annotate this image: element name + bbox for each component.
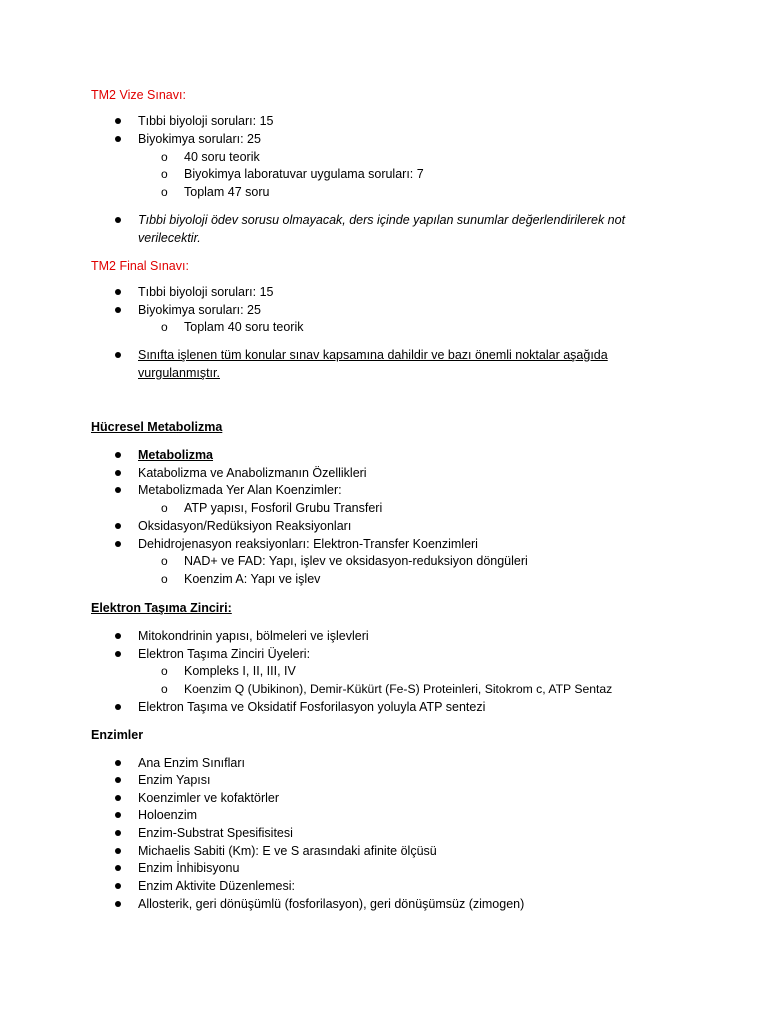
bullet-icon [115,217,121,223]
list-item: Tıbbi biyoloji soruları: 15 [138,114,274,128]
note-line: Sınıfta işlenen tüm konular sınav kapsamına dahildir ve bazı önemli noktalar aşağıda [138,348,608,362]
bullet-icon [115,487,121,493]
list-item: Enzim İnhibisyonu [138,861,240,875]
vize-heading: TM2 Vize Sınavı: [91,88,186,102]
hollow-bullet-icon: o [161,320,168,334]
list-item: Metabolizmada Yer Alan Koenzimler: [138,483,342,497]
bullet-icon [115,760,121,766]
bullet-icon [115,651,121,657]
note-line: Tıbbi biyoloji ödev sorusu olmayacak, ders içinde yapılan sunumlar değerlendirilerek not [138,213,626,227]
bullet-icon [115,118,121,124]
bullet-icon [115,812,121,818]
sub-list-item: ATP yapısı, Fosforil Grubu Transferi [184,501,383,515]
bullet-icon [115,633,121,639]
list-item: Katabolizma ve Anabolizmanın Özellikleri [138,466,367,480]
sub-list-item: 40 soru teorik [184,150,260,164]
list-item: Metabolizma [138,448,214,462]
final-heading: TM2 Final Sınavı: [91,259,189,273]
hollow-bullet-icon: o [161,185,168,199]
list-item: Allosterik, geri dönüşümlü (fosforilasyon), geri dönüşümsüz (zimogen) [138,897,525,911]
list-item: Mitokondrinin yapısı, bölmeleri ve işlevleri [138,629,369,643]
note-line: vurgulanmıştır. [138,366,220,380]
list-item: Tıbbi biyoloji soruları: 15 [138,285,274,299]
bullet-icon [115,523,121,529]
hollow-bullet-icon: o [161,572,168,586]
list-item: Ana Enzim Sınıfları [138,756,245,770]
sub-list-item: NAD+ ve FAD: Yapı, işlev ve oksidasyon-reduksiyon döngüleri [184,554,528,568]
bullet-icon [115,541,121,547]
bullet-icon [115,307,121,313]
hollow-bullet-icon: o [161,554,168,568]
list-item: Koenzimler ve kofaktörler [138,791,280,805]
section-heading: Enzimler [91,728,144,742]
sub-list-item: Kompleks I, II, III, IV [184,664,296,678]
list-item: Elektron Taşıma ve Oksidatif Fosforilasyon yoluyla ATP sentezi [138,700,486,714]
sub-list-item: Biyokimya laboratuvar uygulama soruları: 7 [184,167,424,181]
bullet-icon [115,883,121,889]
bullet-icon [115,848,121,854]
list-item: Elektron Taşıma Zinciri Üyeleri: [138,647,311,661]
note-line: verilecektir. [138,231,201,245]
list-item: Enzim Yapısı [138,773,211,787]
section-heading: Hücresel Metabolizma [91,420,223,434]
list-item: Holoenzim [138,808,198,822]
list-item: Enzim Aktivite Düzenlemesi: [138,879,296,893]
bullet-icon [115,352,121,358]
bullet-icon [115,777,121,783]
list-item: Enzim-Substrat Spesifisitesi [138,826,293,840]
bullet-icon [115,830,121,836]
sub-list-item: Toplam 40 soru teorik [184,320,304,334]
bullet-icon [115,704,121,710]
bullet-icon [115,795,121,801]
sub-list-item: Toplam 47 soru [184,185,270,199]
hollow-bullet-icon: o [161,150,168,164]
list-item: Michaelis Sabiti (Km): E ve S arasındaki afinite ölçüsü [138,844,437,858]
section-heading: Elektron Taşıma Zinciri: [91,601,232,615]
list-item: Oksidasyon/Redüksiyon Reaksiyonları [138,519,352,533]
bullet-icon [115,136,121,142]
list-item: Biyokimya soruları: 25 [138,303,261,317]
sub-list-item: Koenzim Q (Ubikinon), Demir-Kükürt (Fe-S) Proteinleri, Sitokrom c, ATP Sentaz [184,682,613,696]
bullet-icon [115,289,121,295]
bullet-icon [115,865,121,871]
list-item: Dehidrojenasyon reaksiyonları: Elektron-Transfer Koenzimleri [138,537,478,551]
hollow-bullet-icon: o [161,501,168,515]
bullet-icon [115,901,121,907]
bullet-icon [115,452,121,458]
hollow-bullet-icon: o [161,167,168,181]
hollow-bullet-icon: o [161,664,168,678]
list-item: Biyokimya soruları: 25 [138,132,261,146]
sub-list-item: Koenzim A: Yapı ve işlev [184,572,321,586]
bullet-icon [115,470,121,476]
hollow-bullet-icon: o [161,682,168,696]
